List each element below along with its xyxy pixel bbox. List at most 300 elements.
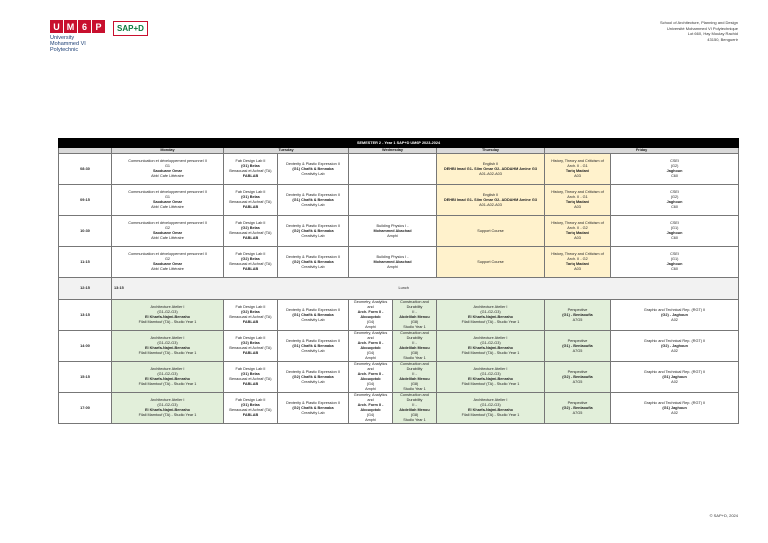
- tuesday-class-line: Benaouasi et Achraf (TA): [229, 346, 272, 350]
- thursday-class-line: DEHBI Imad G1- Slim Omar G2- ADDAHM Amine G3: [444, 197, 537, 202]
- friday-class-line: Perspective: [567, 400, 588, 405]
- wednesday-class-line: Arch. Form II - Abouqotob: [357, 341, 384, 350]
- wednesday-class-line: Abdelilah Menou: [399, 315, 430, 319]
- monday-class-line: (G1-G2-G3): [157, 403, 178, 407]
- schedule-row: [59, 362, 739, 393]
- friday-class: [545, 300, 611, 331]
- wednesday-class-line: Arch. Form II - Abouqotob: [357, 310, 384, 319]
- monday-class-line: Filali Mamtouf (TA) - Studio Year 1: [138, 351, 197, 355]
- tuesday-class-line: (G2) Belas: [241, 341, 260, 345]
- thursday-class-line: English II: [482, 192, 499, 197]
- tuesday-class: [224, 154, 278, 185]
- tuesday-class-line: Fab Design Lab II: [235, 336, 266, 340]
- wednesday-class: [393, 300, 437, 331]
- tuesday-class: [224, 216, 278, 247]
- monday-class-line: G2: [164, 226, 171, 230]
- thursday-class-line: (G1-G2-G3): [480, 372, 501, 376]
- tuesday-class-line: Fab Design Lab II: [235, 159, 266, 163]
- friday-class-line: (G2): [670, 164, 679, 168]
- thursday-class-line: Architecture Atelier I: [473, 398, 508, 402]
- tuesday-class-line: (G1) Belas: [241, 164, 260, 168]
- wednesday-class-line: Studio Year 1: [403, 325, 426, 329]
- address-line: Lot 660, Hay Moulay Rachid: [687, 31, 738, 36]
- thursday-class-line: DEHBI Imad G1- Slim Omar G2- ADDAHM Amine G3: [444, 166, 537, 171]
- monday-class-line: Saoduane Omar: [152, 231, 183, 235]
- friday-class: [611, 300, 739, 331]
- thursday-class-line: El Kharfa-Najmi-Benraho: [468, 346, 513, 350]
- thursday-class: [437, 185, 545, 216]
- thursday-class-line: El Kharfa-Najmi-Benraho: [468, 377, 513, 381]
- friday-class-line: Perspective: [567, 307, 588, 312]
- friday-class-line: (G2) - Jaghoun: [661, 343, 688, 348]
- monday-class-line: Architecture Atelier I: [150, 367, 185, 371]
- time-cell: 11:15: [59, 247, 112, 278]
- wednesday-class-line: Studio Year 1: [403, 387, 426, 391]
- monday-class: [112, 331, 224, 362]
- thursday-class: [437, 154, 545, 185]
- monday-class: [112, 154, 224, 185]
- thursday-class: [437, 393, 545, 424]
- thursday-class-line: A01-A02-A03: [479, 171, 502, 176]
- thursday-class-line: Architecture Atelier I: [473, 305, 508, 309]
- friday-class-line: Arch. II - G2: [567, 257, 588, 261]
- friday-class-line: Tariq Madani: [565, 262, 590, 266]
- friday-class-line: C60: [671, 205, 679, 209]
- monday-class-line: Architecture Atelier I: [150, 398, 185, 402]
- tuesday-class-line: Benaouasi et Achraf (TA): [229, 377, 272, 381]
- tuesday-class-line: (G1) Belas: [241, 372, 260, 376]
- day-header-wednesday: Wednesday: [349, 148, 437, 154]
- wednesday-class-line: Construction and Durability: [400, 300, 429, 309]
- friday-class-line: A02: [671, 379, 678, 384]
- schedule-title: SEMESTER 2 - Year 1 SAP+D UM6P 2023-2024: [59, 139, 739, 148]
- friday-class-line: Jaghoun: [666, 200, 683, 204]
- tuesday-class-line: (G1) Chafik & Bennaba: [292, 312, 334, 317]
- friday-class: [545, 247, 611, 278]
- tuesday-class-line: Benaouasi et Achraf (TA): [229, 408, 272, 412]
- friday-class-line: Arch. II - G1: [567, 164, 588, 168]
- tuesday-class-line: FABLAB: [242, 267, 259, 271]
- um6p-logo: [50, 20, 106, 53]
- friday-class-line: Graphic and Technical Rep. (RGT) II: [643, 400, 706, 405]
- tuesday-class-line: Dexterity & Plastic Expression II: [286, 307, 340, 312]
- tuesday-class-line: FABLAB: [242, 382, 259, 386]
- tuesday-class-line: Benaouasi et Achraf (TA): [229, 262, 272, 266]
- address-line: School of Architecture, Planning and Design: [659, 20, 738, 25]
- wednesday-class: [349, 300, 393, 331]
- monday-class-line: Filali Mamtouf (TA) - Studio Year 1: [138, 413, 197, 417]
- thursday-class-line: Support Course: [477, 228, 504, 233]
- wednesday-class-line: Abdelilah Menou: [399, 377, 430, 381]
- tuesday-class-line: (G2) Chafik & Bennaba: [292, 405, 334, 410]
- tuesday-class-line: Creativity Lab: [301, 202, 325, 207]
- friday-class-line: (G1) Jaghoun: [662, 374, 687, 379]
- monday-class-line: Architecture Atelier I: [150, 305, 185, 309]
- thursday-class-line: Architecture Atelier I: [473, 367, 508, 371]
- tuesday-class-line: FABLAB: [242, 205, 259, 209]
- time-cell: 08:30: [59, 154, 112, 185]
- friday-class-line: History, Theory and Criticism of: [551, 252, 604, 256]
- tuesday-class-line: FABLAB: [242, 351, 259, 355]
- tuesday-class-line: Dexterity & Plastic Expression II: [286, 369, 340, 374]
- tuesday-class-line: Fab Design Lab II: [235, 252, 266, 256]
- wednesday-class-line: (G4): [366, 320, 375, 324]
- wednesday-class: [393, 362, 437, 393]
- friday-class-line: Jaghoun: [666, 231, 683, 235]
- wednesday-class-line: Building Physics I -: [376, 223, 409, 228]
- monday-class: [112, 362, 224, 393]
- tuesday-class-line: Fab Design Lab II: [235, 367, 266, 371]
- tuesday-class-line: (G1) Belas: [241, 195, 260, 199]
- tuesday-class-line: FABLAB: [242, 413, 259, 417]
- friday-class: [611, 216, 739, 247]
- address-line: 43150, Benguerir: [707, 36, 738, 42]
- time-cell: 15:15: [59, 362, 112, 393]
- tuesday-class: [224, 247, 278, 278]
- tuesday-class-line: (G2) Chafik & Bennaba: [292, 259, 334, 264]
- friday-class-line: C60: [671, 236, 679, 240]
- copyright: © SAP+D, 2024: [709, 513, 738, 518]
- monday-class-line: G1: [164, 164, 171, 168]
- friday-class-line: C60: [671, 174, 679, 178]
- monday-class: [112, 216, 224, 247]
- friday-class-line: Jaghoun: [666, 169, 683, 173]
- tuesday-class: [278, 362, 349, 393]
- wednesday-class-line: Abdelilah Menou: [399, 346, 430, 350]
- time-cell: 10:30: [59, 216, 112, 247]
- tuesday-class-line: Creativity Lab: [301, 171, 325, 176]
- friday-class-line: A03: [574, 174, 581, 178]
- thursday-class-line: El Kharfa-Najmi-Benraho: [468, 408, 513, 412]
- monday-class-line: (G1-G2-G3): [157, 372, 178, 376]
- lunch-end: 13:15: [114, 286, 124, 290]
- monday-class-line: Communication et développement personnel II: [128, 190, 207, 194]
- wednesday-class-line: II -: [412, 341, 417, 345]
- tuesday-class-line: (G2) Belas: [241, 257, 260, 261]
- tuesday-class-line: (G2) Chafik & Bennaba: [292, 374, 334, 379]
- thursday-class-line: Filali Mamtouf (TA) - Studio Year 1: [461, 382, 520, 386]
- wednesday-class: [349, 331, 393, 362]
- logo-letter: P: [92, 20, 105, 33]
- title-row: [59, 139, 739, 148]
- wednesday-class-line: Geometry, Analytics and: [353, 393, 388, 402]
- friday-class: [545, 362, 611, 393]
- monday-class-line: Communication et développement personnel II: [128, 159, 207, 163]
- wednesday-class-line: Mohammed Abachad: [373, 228, 412, 233]
- tuesday-class-line: Creativity Lab: [301, 233, 325, 238]
- thursday-class-line: English II: [482, 161, 499, 166]
- tuesday-class: [224, 185, 278, 216]
- tuesday-class-line: (G2) Chafik & Bennaba: [292, 228, 334, 233]
- wednesday-class: [349, 393, 393, 424]
- tuesday-class-line: Benaouasi et Achraf (TA): [229, 315, 272, 319]
- thursday-class-line: Filali Mamtouf (TA) - Studio Year 1: [461, 351, 520, 355]
- monday-class-line: Abb/ Cafe Littéraire: [151, 236, 184, 240]
- wednesday-class: [349, 362, 393, 393]
- monday-class-line: Abb/ Cafe Littéraire: [151, 174, 184, 178]
- days-row: [59, 148, 739, 154]
- friday-class-line: C60: [671, 267, 679, 271]
- wednesday-class: [393, 331, 437, 362]
- wednesday-class-line: (G8): [410, 413, 419, 417]
- tuesday-class-line: Creativity Lab: [301, 264, 325, 269]
- wednesday-class-line: Arch. Form II - Abouqotob: [357, 403, 384, 412]
- wednesday-class-line: II -: [412, 403, 417, 407]
- monday-class-line: Saoduane Omar: [152, 200, 183, 204]
- monday-class-line: Abb/ Cafe Littéraire: [151, 205, 184, 209]
- monday-class-line: El Kharfa-Najmi-Benraho: [145, 377, 190, 381]
- wednesday-class-line: (G4): [366, 351, 375, 355]
- logo-line: Mohammed VI: [50, 41, 86, 47]
- day-header-tuesday: Tuesday: [224, 148, 349, 154]
- friday-class-line: (G1) - Benlaoufia: [562, 312, 593, 317]
- wednesday-class: [349, 185, 437, 216]
- friday-class-line: A7G5: [572, 379, 583, 384]
- thursday-class-line: (G1-G2-G3): [480, 403, 501, 407]
- friday-class-line: A03: [574, 236, 581, 240]
- lunch-label: [112, 278, 739, 300]
- schedule-row: [59, 154, 739, 185]
- friday-class-line: CSEI: [670, 190, 679, 194]
- wednesday-class: [349, 247, 437, 278]
- tuesday-class: [224, 331, 278, 362]
- friday-class-line: Jaghoun: [666, 262, 683, 266]
- lunch-row: [59, 278, 739, 300]
- tuesday-class-line: (G2) Belas: [241, 226, 260, 230]
- wednesday-class-line: Studio Year 1: [403, 418, 426, 422]
- thursday-class-line: Filali Mamtouf (TA) - Studio Year 1: [461, 320, 520, 324]
- wednesday-class-line: Abdelilah Menou: [399, 408, 430, 412]
- wednesday-class-line: Mohammed Abachad: [373, 259, 412, 264]
- tuesday-class-line: Creativity Lab: [301, 348, 325, 353]
- friday-class-line: Graphic and Technical Rep. (RGT) II: [643, 307, 706, 312]
- monday-class: [112, 185, 224, 216]
- wednesday-class-line: Building Physics I -: [376, 254, 409, 259]
- logo-letter: 6: [78, 20, 91, 33]
- friday-class-line: Arch. II - G1: [567, 195, 588, 199]
- friday-class-line: Graphic and Technical Rep. (RGT) II: [643, 369, 706, 374]
- friday-class-line: CSEI: [670, 252, 679, 256]
- wednesday-class-line: Studio Year 1: [403, 356, 426, 360]
- tuesday-class-line: Benaouasi et Achraf (TA): [229, 200, 272, 204]
- thursday-class-line: Architecture Atelier I: [473, 336, 508, 340]
- tuesday-class-line: (G1) Chafik & Bennaba: [292, 343, 334, 348]
- logo-letter: U: [50, 20, 63, 33]
- wednesday-class: [349, 154, 437, 185]
- tuesday-class-line: Fab Design Lab II: [235, 221, 266, 225]
- friday-class: [545, 154, 611, 185]
- friday-class: [545, 331, 611, 362]
- friday-class-line: Perspective: [567, 369, 588, 374]
- monday-class: [112, 300, 224, 331]
- friday-class-line: Arch. II - G2: [567, 226, 588, 230]
- wednesday-class-line: II -: [412, 310, 417, 314]
- friday-class-line: A02: [671, 410, 678, 415]
- wednesday-class-line: Construction and Durability: [400, 393, 429, 402]
- friday-class-line: (G1): [670, 257, 679, 261]
- friday-class-line: (G1) - Benlaoufia: [562, 343, 593, 348]
- wednesday-class-line: Amphi: [365, 418, 376, 422]
- schedule-table: [58, 138, 739, 424]
- tuesday-class-line: Creativity Lab: [301, 410, 325, 415]
- friday-class: [611, 393, 739, 424]
- friday-class: [611, 154, 739, 185]
- thursday-class-line: (G1-G2-G3): [480, 310, 501, 314]
- tuesday-class-line: Benaouasi et Achraf (TA): [229, 231, 272, 235]
- thursday-class-line: A01-A02-A03: [479, 202, 502, 207]
- monday-class-line: G2: [164, 257, 171, 261]
- thursday-class-line: El Kharfa-Najmi-Benraho: [468, 315, 513, 319]
- friday-class: [545, 216, 611, 247]
- friday-class-line: A02: [671, 348, 678, 353]
- lunch-start: 12:15: [59, 278, 112, 300]
- friday-class-line: (G2) - Benlaoufia: [562, 374, 593, 379]
- address-line: Université Mohammed VI Polytechnique: [666, 25, 738, 31]
- tuesday-class-line: Dexterity & Plastic Expression II: [286, 161, 340, 166]
- schedule-row: [59, 216, 739, 247]
- tuesday-class: [278, 331, 349, 362]
- wednesday-class-line: Geometry, Analytics and: [353, 331, 388, 340]
- um6p-logo-text: [50, 35, 106, 53]
- monday-class-line: G1: [164, 195, 171, 199]
- logo-letter: M: [64, 20, 77, 33]
- time-cell: 09:15: [59, 185, 112, 216]
- friday-class-line: A02: [671, 317, 678, 322]
- friday-class: [611, 331, 739, 362]
- um6p-logo-mark: [50, 20, 106, 33]
- tuesday-class-line: Dexterity & Plastic Expression II: [286, 254, 340, 259]
- friday-class-line: CSEI: [670, 221, 679, 225]
- tuesday-class: [224, 300, 278, 331]
- friday-class-line: (G2) - Jaghoun: [661, 312, 688, 317]
- tuesday-class-line: Fab Design Lab II: [235, 398, 266, 402]
- friday-class-line: History, Theory and Criticism of: [551, 190, 604, 194]
- wednesday-class-line: Arch. Form II - Abouqotob: [357, 372, 384, 381]
- schedule-row: [59, 331, 739, 362]
- logo-line: Polytechnic: [50, 47, 79, 53]
- monday-class-line: Filali Mamtouf (TA) - Studio Year 1: [138, 382, 197, 386]
- wednesday-class-line: (G8): [410, 351, 419, 355]
- friday-class-line: Tariq Madani: [565, 169, 590, 173]
- tuesday-class-line: Creativity Lab: [301, 317, 325, 322]
- thursday-class: [437, 331, 545, 362]
- tuesday-class: [278, 154, 349, 185]
- monday-class: [112, 247, 224, 278]
- monday-class-line: (G1-G2-G3): [157, 341, 178, 345]
- friday-class-line: A7G5: [572, 410, 583, 415]
- wednesday-class-line: Construction and Durability: [400, 331, 429, 340]
- tuesday-class: [278, 300, 349, 331]
- wednesday-class-line: (G8): [410, 320, 419, 324]
- thursday-class-line: Support Course: [477, 259, 504, 264]
- thursday-class: [437, 362, 545, 393]
- monday-class-line: Saoduane Omar: [152, 169, 183, 173]
- tuesday-class-line: Benaouasi et Achraf (TA): [229, 169, 272, 173]
- wednesday-class-line: Construction and Durability: [400, 362, 429, 371]
- monday-class-line: (G1-G2-G3): [157, 310, 178, 314]
- wednesday-class: [349, 216, 437, 247]
- monday-class: [112, 393, 224, 424]
- lunch-text: Lunch: [398, 286, 409, 290]
- schedule-row: [59, 300, 739, 331]
- tuesday-class: [278, 216, 349, 247]
- sapd-logo: SAP+D: [113, 21, 148, 36]
- wednesday-class-line: II -: [412, 372, 417, 376]
- time-cell: 14:00: [59, 331, 112, 362]
- thursday-class: [437, 300, 545, 331]
- friday-class: [611, 362, 739, 393]
- wednesday-class: [393, 393, 437, 424]
- friday-class-line: Tariq Madani: [565, 231, 590, 235]
- thursday-class: [437, 247, 545, 278]
- tuesday-class-line: Fab Design Lab II: [235, 305, 266, 309]
- tuesday-class: [224, 362, 278, 393]
- monday-class-line: Filali Mamtouf (TA) - Studio Year 1: [138, 320, 197, 324]
- monday-class-line: Abb/ Cafe Littéraire: [151, 267, 184, 271]
- friday-class: [611, 185, 739, 216]
- monday-class-line: Architecture Atelier I: [150, 336, 185, 340]
- day-header-thursday: Thursday: [437, 148, 545, 154]
- friday-class-line: Tariq Madani: [565, 200, 590, 204]
- tuesday-class-line: Dexterity & Plastic Expression II: [286, 192, 340, 197]
- friday-class: [611, 247, 739, 278]
- wednesday-class-line: Geometry, Analytics and: [353, 300, 388, 309]
- monday-class-line: Communication et développement personnel II: [128, 252, 207, 256]
- friday-class-line: Perspective: [567, 338, 588, 343]
- friday-class-line: (G2) - Benlaoufia: [562, 405, 593, 410]
- friday-class-line: History, Theory and Criticism of: [551, 221, 604, 225]
- wednesday-class-line: Amphi: [365, 387, 376, 391]
- day-header-monday: Monday: [112, 148, 224, 154]
- friday-class-line: History, Theory and Criticism of: [551, 159, 604, 163]
- tuesday-class-line: Fab Design Lab II: [235, 190, 266, 194]
- wednesday-class-line: (G8): [410, 382, 419, 386]
- tuesday-class-line: FABLAB: [242, 236, 259, 240]
- time-cell: 13:15: [59, 300, 112, 331]
- friday-class: [545, 185, 611, 216]
- friday-class: [545, 393, 611, 424]
- tuesday-class-line: (G1) Chafik & Bennaba: [292, 197, 334, 202]
- friday-class-line: (G2): [670, 195, 679, 199]
- wednesday-class-line: Amphi: [365, 356, 376, 360]
- friday-class-line: (G1) Jaghoun: [662, 405, 687, 410]
- wednesday-class-line: (G4): [366, 382, 375, 386]
- wednesday-class-line: Amphi: [387, 233, 398, 238]
- tuesday-class-line: FABLAB: [242, 174, 259, 178]
- monday-class-line: El Kharfa-Najmi-Benraho: [145, 408, 190, 412]
- friday-class-line: CSEI: [670, 159, 679, 163]
- friday-class-line: A7G5: [572, 317, 583, 322]
- tuesday-class-line: (G2) Belas: [241, 310, 260, 314]
- tuesday-class: [278, 247, 349, 278]
- thursday-class: [437, 216, 545, 247]
- thursday-class-line: (G1-G2-G3): [480, 341, 501, 345]
- tuesday-class-line: Creativity Lab: [301, 379, 325, 384]
- wednesday-class-line: (G4): [366, 413, 375, 417]
- monday-class-line: Communication et développement personnel II: [128, 221, 207, 225]
- tuesday-class: [278, 393, 349, 424]
- tuesday-class-line: (G1) Chafik & Bennaba: [292, 166, 334, 171]
- monday-class-line: Saoduane Omar: [152, 262, 183, 266]
- tuesday-class-line: (G1) Belas: [241, 403, 260, 407]
- thursday-class-line: Filali Mamtouf (TA) - Studio Year 1: [461, 413, 520, 417]
- tuesday-class-line: Dexterity & Plastic Expression II: [286, 223, 340, 228]
- tuesday-class: [278, 185, 349, 216]
- tuesday-class-line: Dexterity & Plastic Expression II: [286, 338, 340, 343]
- tuesday-class: [224, 393, 278, 424]
- friday-class-line: Graphic and Technical Rep. (RGT) II: [643, 338, 706, 343]
- schedule-row: [59, 247, 739, 278]
